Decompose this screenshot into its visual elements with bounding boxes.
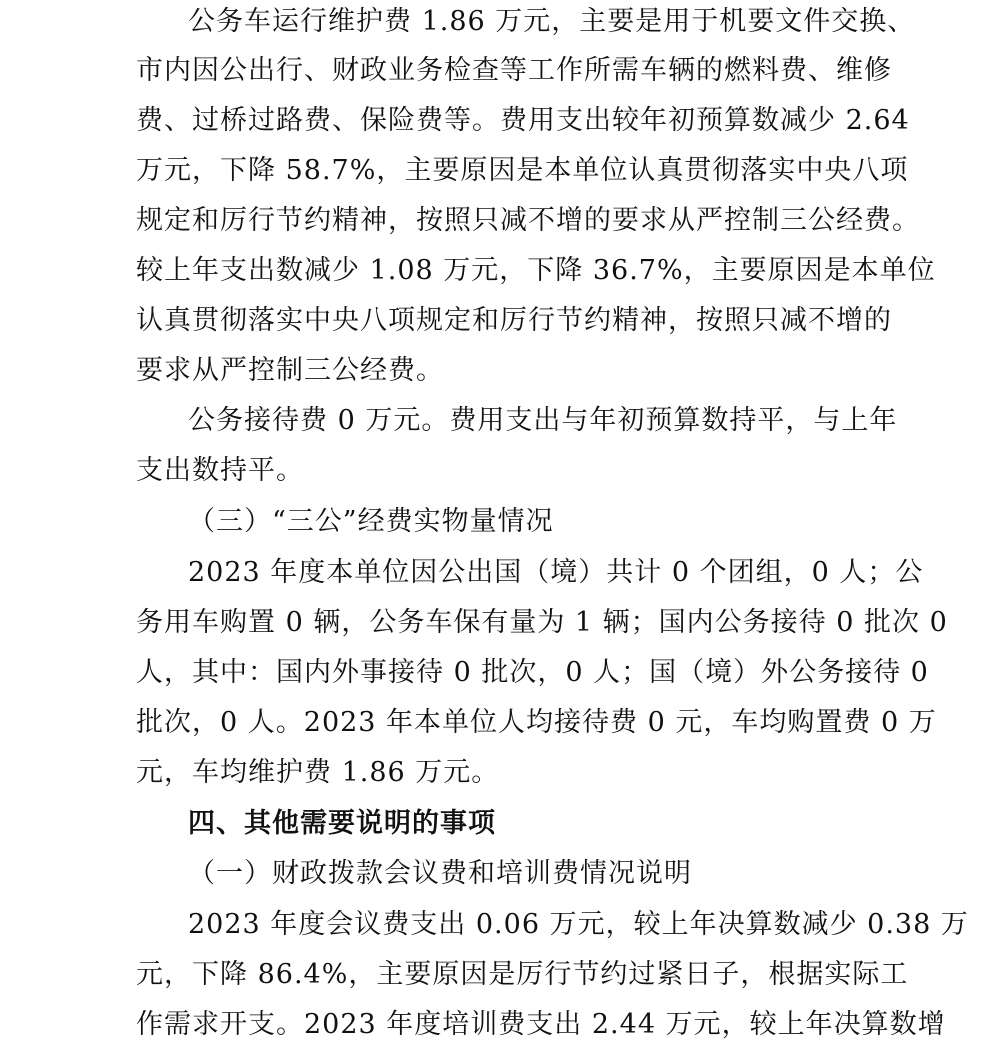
paragraph-line: 市内因公出行、财政业务检查等工作所需车辆的燃料费、维修 [136, 55, 892, 86]
paragraph-line: 较上年支出数减少 1.08 万元，下降 36.7%，主要原因是本单位 [136, 255, 936, 286]
paragraph-line: 作需求开支。2023 年度培训费支出 2.44 万元，较上年决算数增 [136, 1009, 946, 1040]
paragraph-line: 规定和厉行节约精神，按照只减不增的要求从严控制三公经费。 [136, 205, 920, 236]
chapter-heading: 四、其他需要说明的事项 [188, 808, 496, 839]
paragraph-line: 万元，下降 58.7%，主要原因是本单位认真贯彻落实中央八项 [136, 155, 909, 186]
paragraph-line: 人，其中：国内外事接待 0 批次，0 人；国（境）外公务接待 0 [136, 657, 929, 688]
paragraph-line: 公务接待费 0 万元。费用支出与年初预算数持平，与上年 [188, 405, 898, 436]
paragraph-line: 务用车购置 0 辆，公务车保有量为 1 辆；国内公务接待 0 批次 0 [136, 607, 948, 638]
paragraph-line: 认真贯彻落实中央八项规定和厉行节约精神，按照只减不增的 [136, 305, 892, 336]
paragraph-line: 支出数持平。 [136, 455, 304, 486]
paragraph-line: 元，下降 86.4%，主要原因是厉行节约过紧日子，根据实际工 [136, 959, 909, 990]
section-heading: （三）“三公”经费实物量情况 [188, 506, 554, 537]
paragraph-line: 费、过桥过路费、保险费等。费用支出较年初预算数减少 2.64 [136, 105, 910, 136]
paragraph-line: 2023 年度本单位因公出国（境）共计 0 个团组，0 人；公 [188, 557, 924, 588]
paragraph-line: 公务车运行维护费 1.86 万元，主要是用于机要文件交换、 [188, 6, 916, 37]
paragraph-line: 2023 年度会议费支出 0.06 万元，较上年决算数减少 0.38 万 [188, 909, 969, 940]
paragraph-line: 批次，0 人。2023 年本单位人均接待费 0 元，车均购置费 0 万 [136, 707, 937, 738]
paragraph-line: 元，车均维护费 1.86 万元。 [136, 757, 500, 788]
section-heading: （一）财政拨款会议费和培训费情况说明 [188, 858, 692, 889]
paragraph-line: 要求从严控制三公经费。 [136, 355, 444, 386]
